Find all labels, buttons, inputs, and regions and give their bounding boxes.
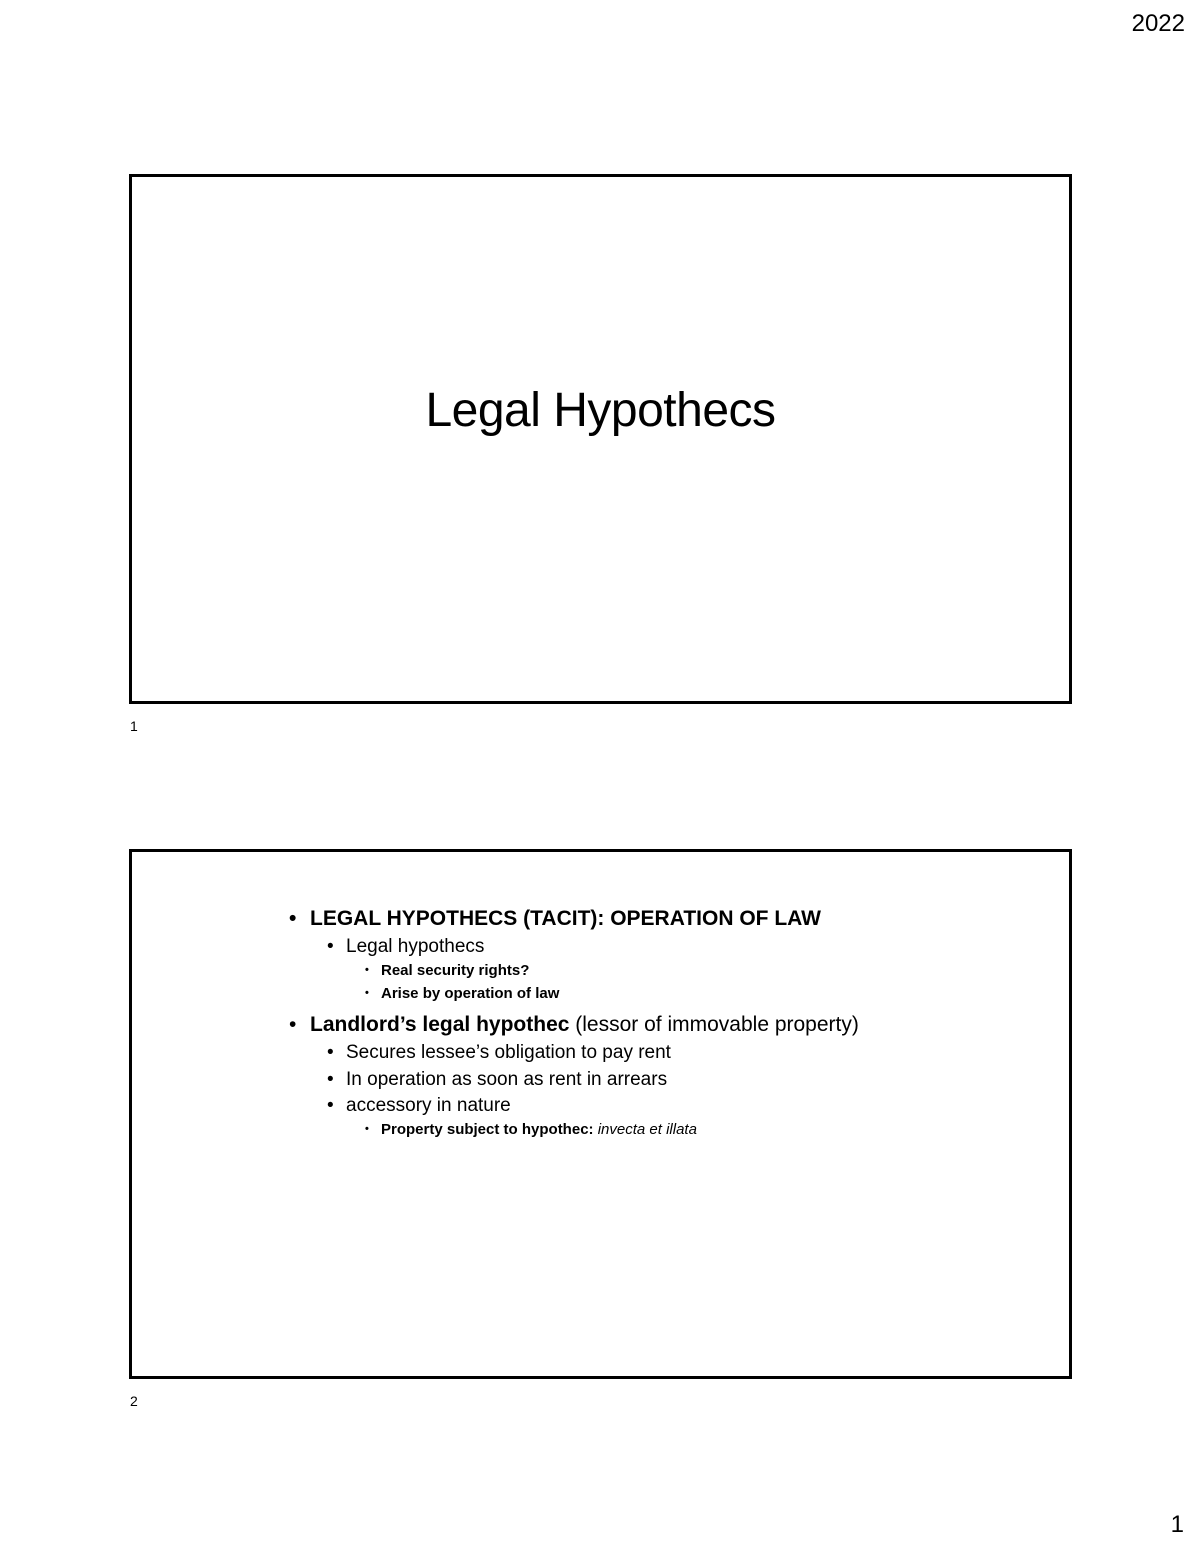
slide-number-2: 2 xyxy=(130,1393,138,1409)
page-number: 1 xyxy=(1170,1511,1184,1538)
slide-2 xyxy=(129,849,1072,1379)
bullet-real-security-rights: • Real security rights? xyxy=(289,962,869,981)
bullet-legal-hypothecs: • Legal hypothecs xyxy=(289,935,869,959)
bullet-emphasis: Property subject to hypothec: xyxy=(381,1121,594,1138)
bullet-text: (lessor of immovable property) xyxy=(569,1012,859,1036)
bullet-landlords-legal-hypothec xyxy=(289,1012,869,1038)
slide-1 xyxy=(129,174,1072,704)
bullet-secures-lessee-obligation: • Secures lessee’s obligation to pay rent xyxy=(289,1041,869,1065)
bullet-list xyxy=(289,906,869,1144)
bullet-latin-term: invecta et illata xyxy=(593,1121,697,1138)
bullet-property-subject xyxy=(289,1121,869,1140)
bullet-legal-hypothecs-tacit: • LEGAL HYPOTHECS (TACIT): OPERATION OF LAW xyxy=(289,906,869,932)
slide-number-1: 1 xyxy=(130,718,138,734)
bullet-emphasis: Landlord’s legal hypothec xyxy=(310,1012,570,1036)
bullet-in-operation-arrears: • In operation as soon as rent in arrears xyxy=(289,1068,869,1092)
bullet-accessory-in-nature: • accessory in nature xyxy=(289,1094,869,1118)
bullet-arise-by-operation: • Arise by operation of law xyxy=(289,985,869,1004)
document-year: 2022 xyxy=(1131,10,1185,37)
slide-title: Legal Hypothecs xyxy=(425,384,776,437)
